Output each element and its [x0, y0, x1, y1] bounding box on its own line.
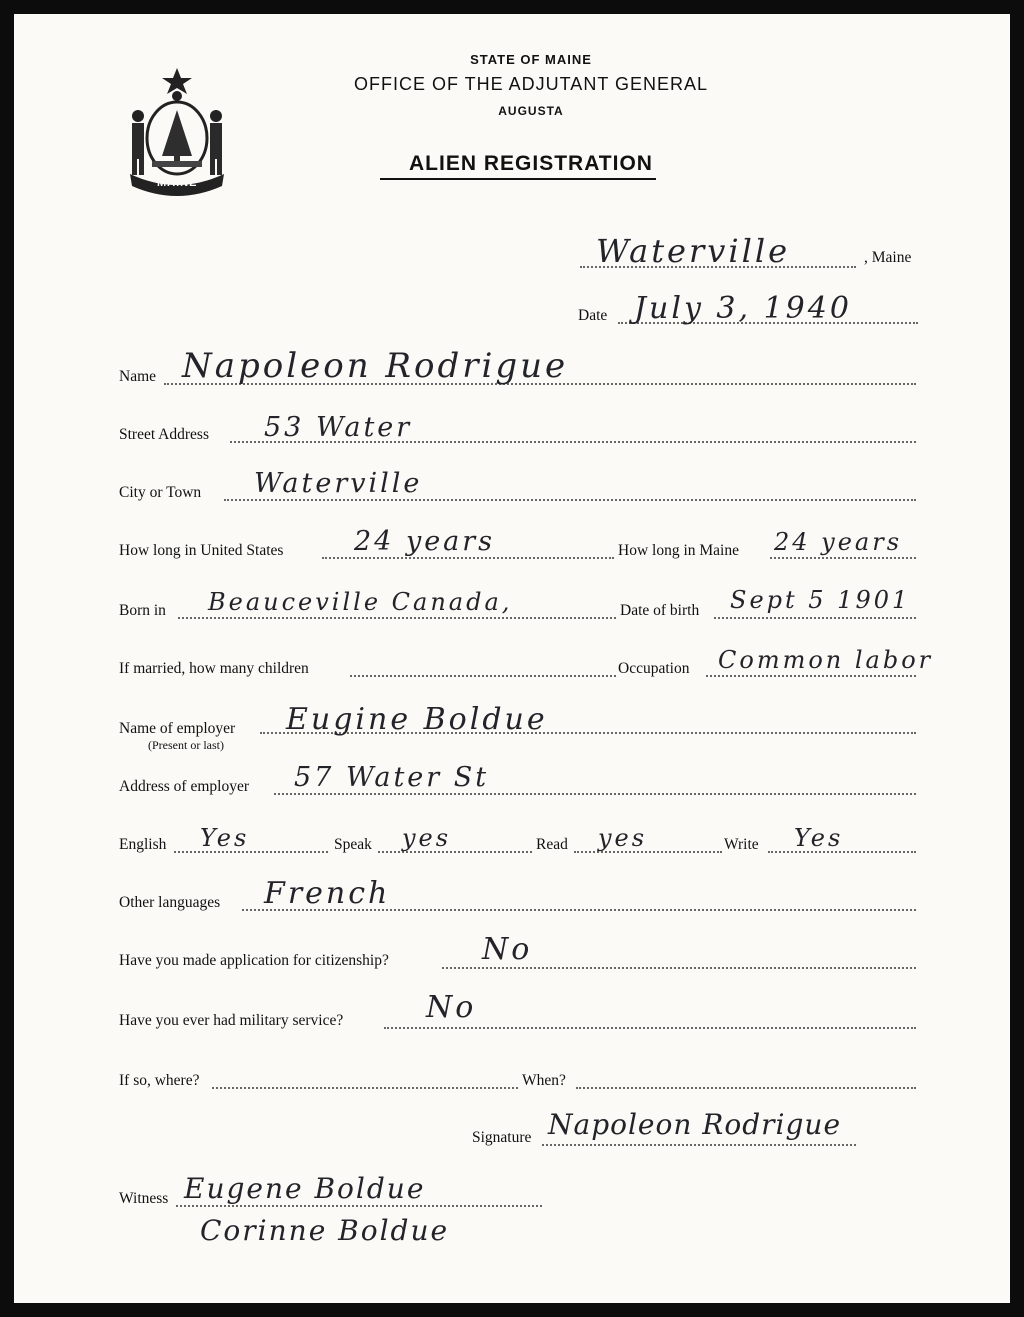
signature-label: Signature: [472, 1129, 532, 1146]
other-languages-value: French: [264, 876, 391, 911]
military-label: Have you ever had military service?: [119, 1012, 344, 1029]
married-children-line: [350, 675, 616, 677]
citizenship-line: [442, 967, 916, 969]
date-of-birth-label: Date of birth: [620, 602, 700, 619]
if-so-where-line: [212, 1087, 518, 1089]
how-long-maine-label: How long in Maine: [618, 542, 739, 559]
employer-value: Eugine Boldue: [286, 702, 548, 737]
employer-label: Name of employer: [119, 720, 236, 737]
speak-value: yes: [402, 824, 452, 852]
maine-label: , Maine: [864, 249, 912, 266]
name-value: Napoleon Rodrigue: [182, 346, 569, 386]
how-long-us-label: How long in United States: [119, 542, 284, 559]
header-office: OFFICE OF THE ADJUTANT GENERAL: [353, 74, 709, 94]
write-value: Yes: [794, 824, 844, 852]
city-or-town-value: Waterville: [254, 468, 423, 499]
employer-sublabel: (Present or last): [148, 738, 224, 752]
town-value: Waterville: [596, 232, 790, 270]
english-value: Yes: [200, 824, 250, 852]
city-or-town-line: [224, 499, 916, 501]
english-line: [174, 851, 328, 853]
name-label: Name: [119, 368, 157, 385]
form-title: ALIEN REGISTRATION: [409, 152, 653, 175]
if-so-where-label: If so, where?: [119, 1072, 200, 1089]
read-line: [574, 851, 722, 853]
married-children-label: If married, how many children: [119, 660, 309, 677]
street-address-value: 53 Water: [264, 412, 413, 443]
street-address-label: Street Address: [119, 426, 209, 443]
citizenship-value: No: [482, 932, 533, 967]
header-state: STATE OF MAINE: [470, 52, 592, 67]
when-label: When?: [522, 1072, 566, 1089]
english-label: English: [119, 836, 167, 853]
header-city: AUGUSTA: [498, 104, 564, 118]
how-long-maine-value: 24 years: [774, 528, 903, 556]
how-long-us-line: [322, 557, 614, 559]
born-in-value: Beauceville Canada,: [208, 588, 513, 616]
seal-motto: MAINE: [157, 177, 198, 189]
date-label: Date: [578, 307, 608, 324]
registration-form: [14, 14, 1010, 1303]
occupation-line: [706, 675, 916, 677]
other-languages-label: Other languages: [119, 894, 221, 911]
born-in-line: [178, 617, 616, 619]
read-value: yes: [598, 824, 648, 852]
how-long-us-value: 24 years: [354, 526, 496, 557]
date-of-birth-line: [714, 617, 916, 619]
occupation-value: Common labor: [718, 646, 934, 674]
date-of-birth-value: Sept 5 1901: [730, 586, 911, 614]
witness-line: [176, 1205, 542, 1207]
citizenship-label: Have you made application for citizenship?: [119, 952, 389, 969]
employer-address-line: [274, 793, 916, 795]
military-value: No: [426, 990, 477, 1025]
employer-address-label: Address of employer: [119, 778, 249, 795]
when-line: [576, 1087, 916, 1089]
occupation-label: Occupation: [618, 660, 690, 677]
date-value: July 3, 1940: [634, 291, 852, 326]
read-label: Read: [536, 836, 568, 853]
city-or-town-label: City or Town: [119, 484, 202, 501]
title-underline: [380, 178, 656, 180]
witness-value-1: Eugene Boldue: [184, 1172, 426, 1205]
witness-value-2: Corinne Boldue: [200, 1214, 450, 1247]
born-in-label: Born in: [119, 602, 166, 619]
write-label: Write: [724, 836, 759, 853]
speak-label: Speak: [334, 836, 372, 853]
how-long-maine-line: [770, 557, 916, 559]
witness-label: Witness: [119, 1190, 169, 1207]
employer-address-value: 57 Water St: [294, 762, 490, 793]
military-line: [384, 1027, 916, 1029]
signature-value: Napoleon Rodrigue: [548, 1108, 842, 1141]
signature-line: [542, 1144, 856, 1146]
